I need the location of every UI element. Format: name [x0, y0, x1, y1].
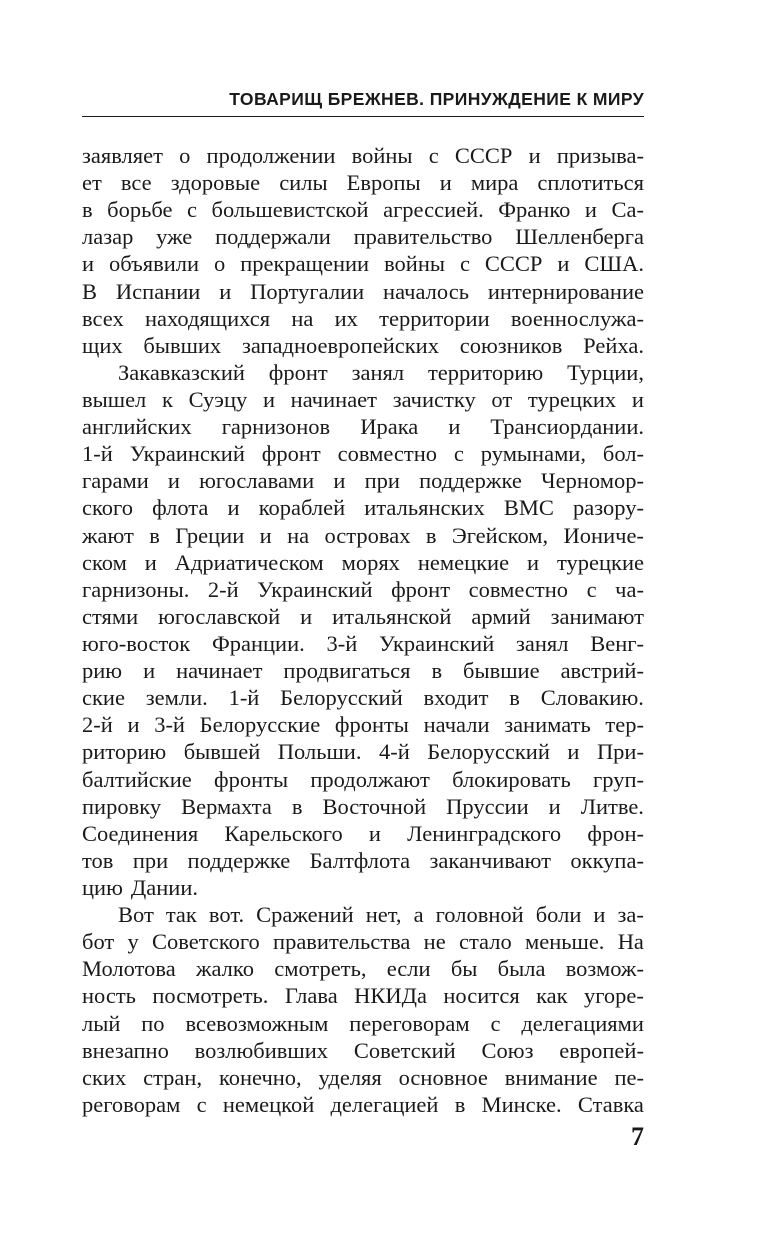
text-line: рию и начинает продвигаться в бывшие австрий- — [82, 658, 644, 684]
page-number: 7 — [631, 1122, 644, 1151]
text-line: гарнизоны. 2-й Украинский фронт совместно с ча- — [82, 576, 644, 602]
text-line: В Испании и Португалии началось интернирование — [82, 278, 644, 304]
text-line: Закавказский фронт занял территорию Турции, — [118, 359, 644, 385]
text-line: Молотова жалко смотреть, если бы была возмож- — [82, 956, 644, 982]
text-line: Вот так вот. Сражений нет, а головной боли и за- — [118, 902, 644, 928]
text-line: балтийские фронты продолжают блокировать груп- — [82, 766, 644, 792]
text-line: тов при поддержке Балтфлота заканчивают оккупа- — [82, 847, 644, 873]
text-line: внезапно возлюбивших Советский Союз европей- — [82, 1037, 644, 1063]
text-line: ет все здоровые силы Европы и мира сплотиться — [82, 170, 644, 196]
text-line: ских стран, конечно, уделяя основное внимание пе- — [82, 1064, 644, 1090]
text-line: гарами и югославами и при поддержке Черномор- — [82, 468, 644, 494]
text-line: Соединения Карельского и Ленинградского фрон- — [82, 820, 644, 846]
text-line: всех находящихся на их территории военнослужа- — [82, 305, 644, 331]
body-text — [82, 142, 644, 1118]
running-title: ТОВАРИЩ БРЕЖНЕВ. ПРИНУЖДЕНИЕ К МИРУ — [229, 89, 644, 109]
text-line: жают в Греции и на островах в Эгейском, Иониче- — [82, 522, 644, 548]
text-line: ские земли. 1-й Белорусский входит в Словакию. — [82, 685, 644, 711]
text-line: бот у Советского правительства не стало меньше. На — [82, 929, 644, 955]
text-line: ского флота и кораблей итальянских ВМС разору- — [82, 495, 644, 521]
text-line: 1-й Украинский фронт совместно с румынами, бол- — [82, 441, 644, 467]
text-line: щих бывших западноевропейских союзников Рейха. — [82, 332, 644, 358]
text-line: риторию бывшей Польши. 4-й Белорусский и При- — [82, 739, 644, 765]
text-line: вышел к Суэцу и начинает зачистку от турецких и — [82, 386, 644, 412]
text-line: 2-й и 3-й Белорусские фронты начали занимать тер- — [82, 712, 644, 738]
text-line: заявляет о продолжении войны с СССР и призыва- — [82, 143, 644, 168]
text-line: лазар уже поддержали правительство Шелленберга — [82, 224, 644, 250]
text-line: реговорам с немецкой делегацией в Минске. Ставка — [82, 1091, 644, 1117]
text-line: лый по всевозможным переговорам с делегациями — [82, 1010, 644, 1036]
text-line: и объявили о прекращении войны с СССР и США. — [82, 251, 644, 277]
text-line: юго-восток Франции. 3-й Украинский занял Венг- — [82, 630, 644, 656]
header-rule — [82, 116, 644, 117]
text-line: в борьбе с большевистской агрессией. Франко и Са- — [82, 197, 644, 223]
text-line: ском и Адриатическом морях немецкие и турецкие — [82, 549, 644, 575]
text-line: пировку Вермахта в Восточной Пруссии и Литве. — [82, 793, 644, 819]
text-line: цию Дании. — [82, 874, 198, 900]
text-line: ность посмотреть. Глава НКИДа носится как угоре- — [82, 983, 644, 1009]
text-line: английских гарнизонов Ирака и Трансиордании. — [82, 414, 644, 440]
text-line: стями югославской и итальянской армий занимают — [82, 603, 644, 629]
